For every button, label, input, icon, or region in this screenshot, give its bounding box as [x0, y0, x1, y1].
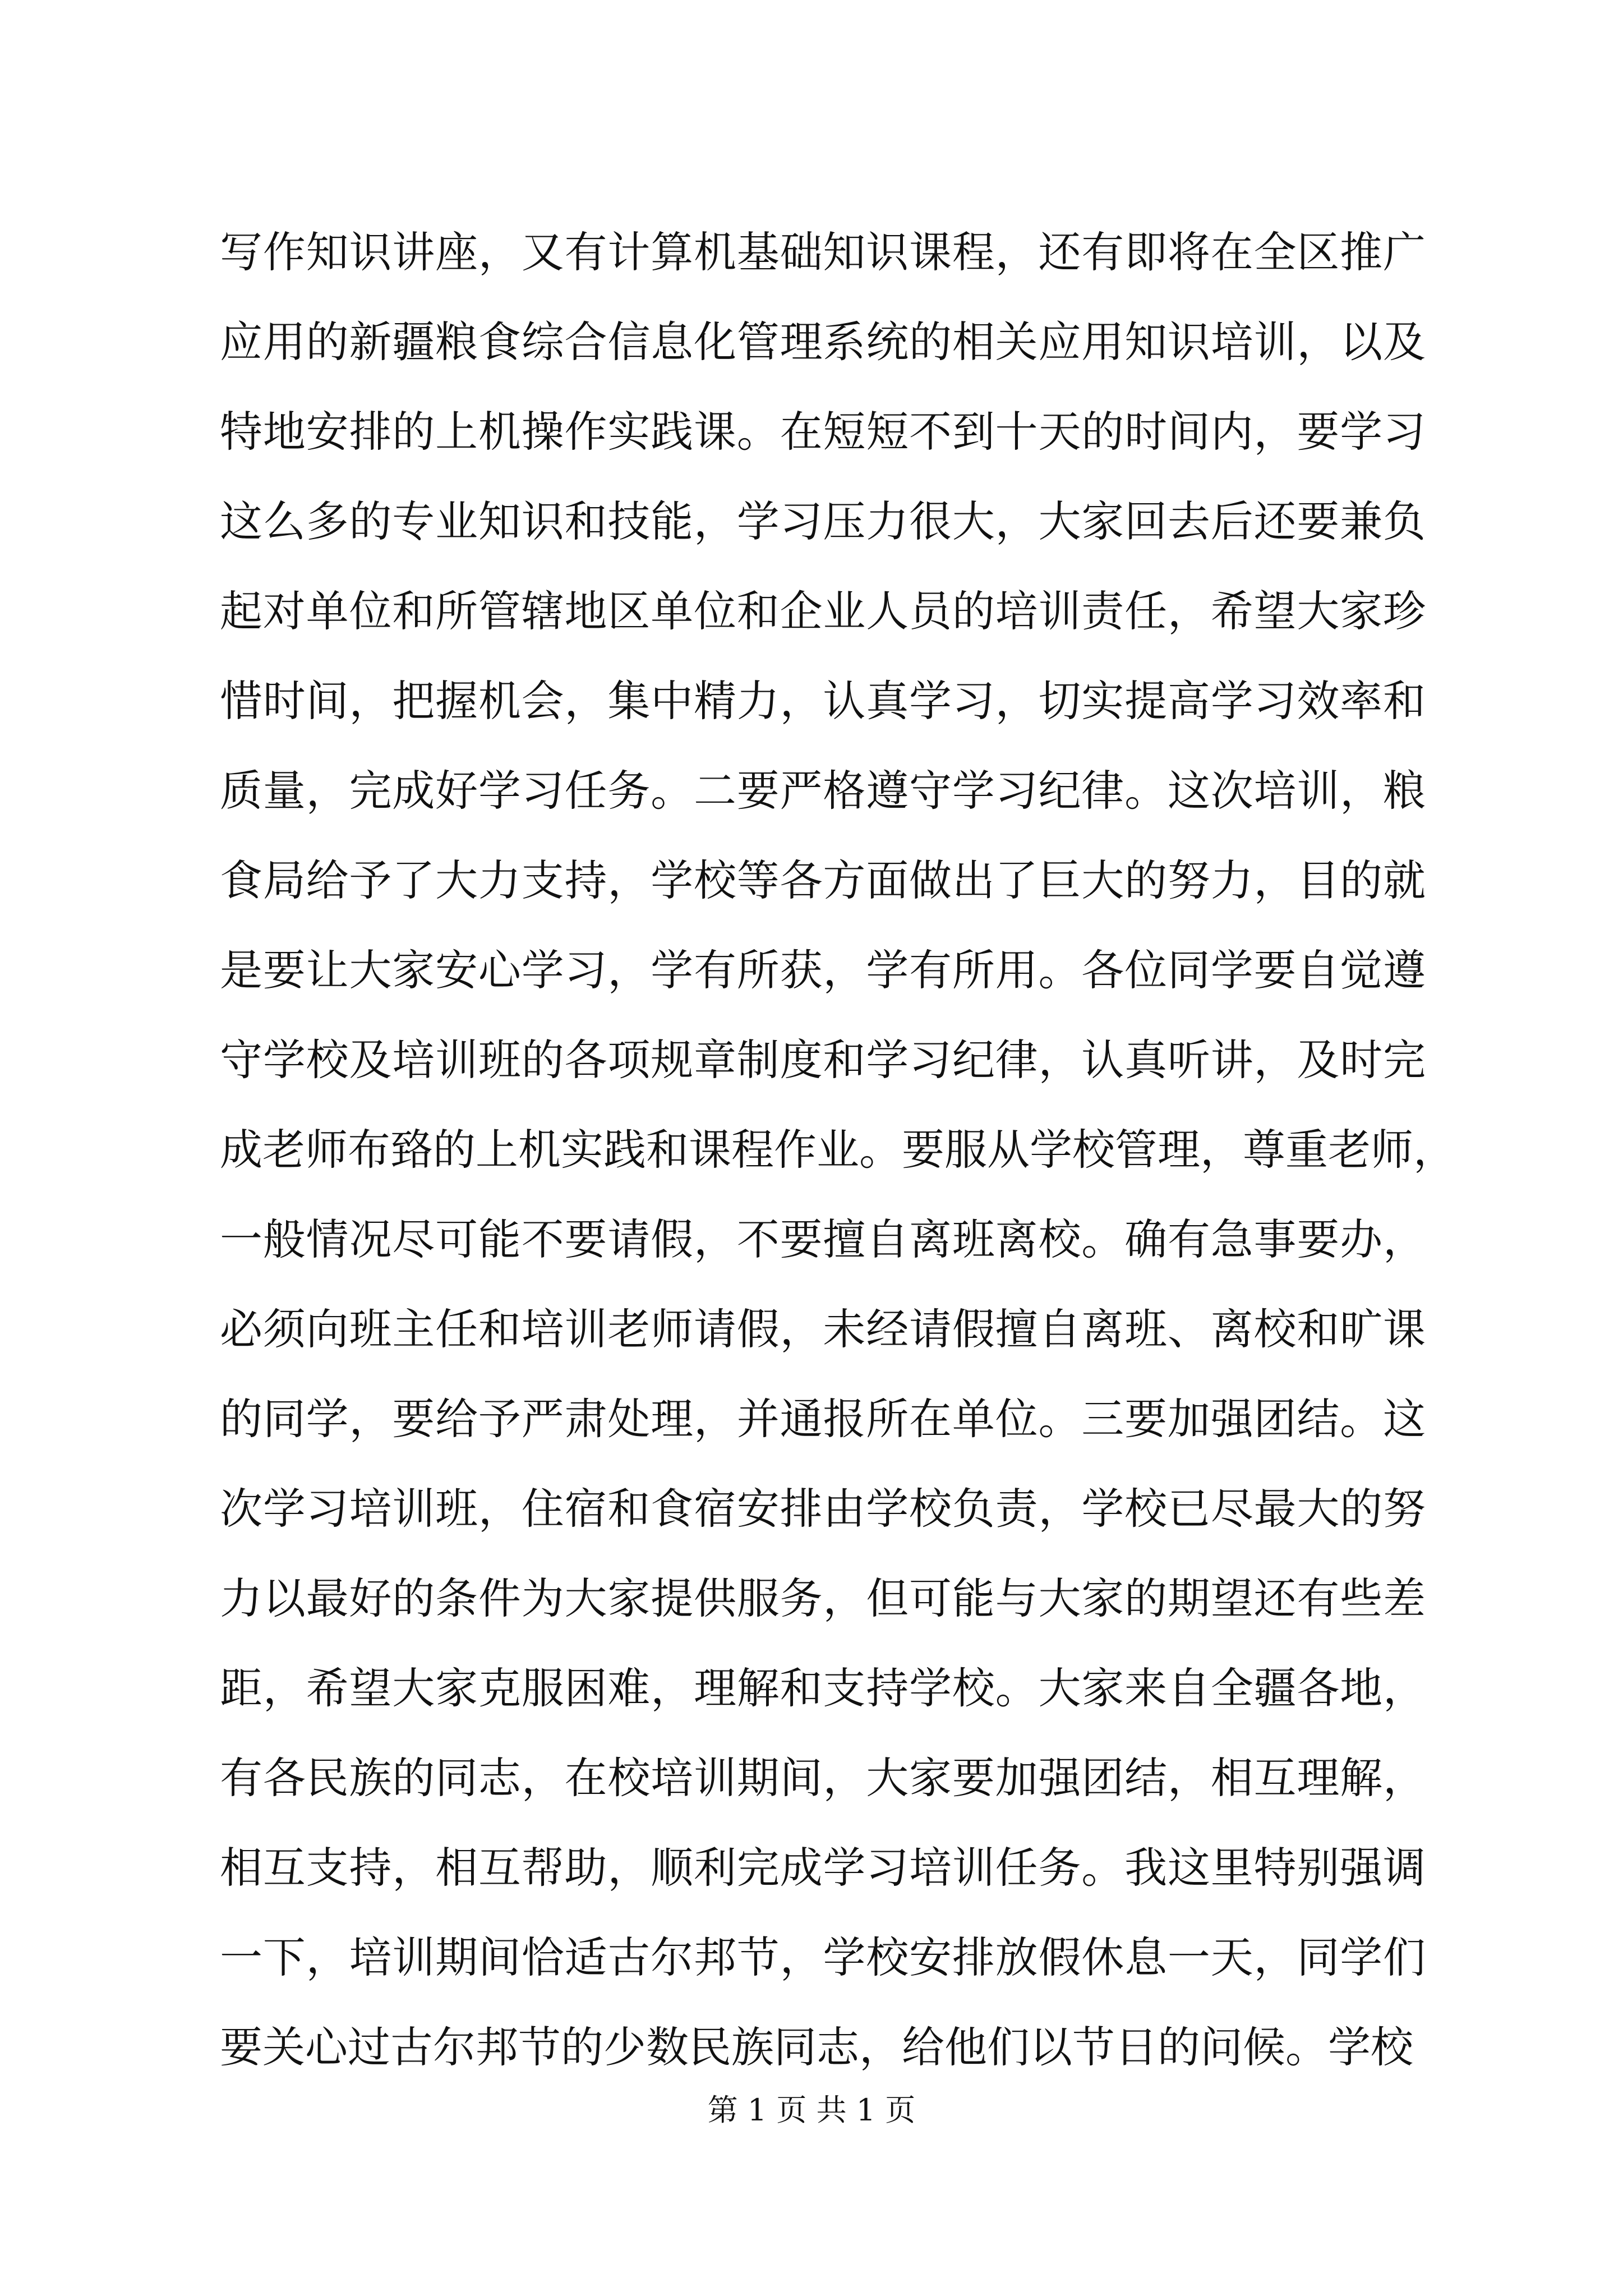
- text-line-13: 必须向班主任和培训老师请假，未经请假擅自离班、离校和旷课: [220, 1304, 1426, 1354]
- text-line-4: 这么多的专业知识和技能，学习压力很大，大家回去后还要兼负: [220, 496, 1426, 546]
- text-line-6: 惜时间，把握机会，集中精力，认真学习，切实提高学习效率和: [220, 676, 1426, 726]
- text-line-15: 次学习培训班，住宿和食宿安排由学校负责，学校已尽最大的努: [220, 1484, 1426, 1534]
- text-line-21: 要关心过古尔邦节的少数民族同志，给他们以节日的问候。学校: [220, 2022, 1413, 2072]
- text-line-14: 的同学，要给予严肃处理，并通报所在单位。三要加强团结。这: [220, 1394, 1426, 1444]
- text-line-12: 一般情况尽可能不要请假，不要擅自离班离校。确有急事要办，: [220, 1214, 1426, 1264]
- text-line-2: 应用的新疆粮食综合信息化管理系统的相关应用知识培训，以及: [220, 317, 1426, 367]
- page-footer: 第 1 页 共 1 页: [707, 2092, 916, 2128]
- text-line-3: 特地安排的上机操作实践课。在短短不到十天的时间内，要学习: [220, 407, 1426, 457]
- text-line-11: 成老师布臵的上机实践和课程作业。要服从学校管理，尊重老师，: [220, 1125, 1456, 1175]
- text-line-5: 起对单位和所管辖地区单位和企业人员的培训责任，希望大家珍: [220, 586, 1426, 636]
- text-line-20: 一下，培训期间恰适古尔邦节，学校安排放假休息一天，同学们: [220, 1932, 1426, 1982]
- text-line-17: 距，希望大家克服困难，理解和支持学校。大家来自全疆各地，: [220, 1663, 1426, 1713]
- text-line-9: 是要让大家安心学习，学有所获，学有所用。各位同学要自觉遵: [220, 945, 1426, 995]
- text-line-1: 写作知识讲座，又有计算机基础知识课程，还有即将在全区推广: [220, 227, 1426, 277]
- body-text: [220, 208, 1456, 2092]
- text-line-18: 有各民族的同志，在校培训期间，大家要加强团结，相互理解，: [220, 1753, 1426, 1803]
- text-line-16: 力以最好的条件为大家提供服务，但可能与大家的期望还有些差: [220, 1573, 1426, 1623]
- text-line-8: 食局给予了大力支持，学校等各方面做出了巨大的努力，目的就: [220, 855, 1426, 905]
- text-line-7: 质量，完成好学习任务。二要严格遵守学习纪律。这次培训，粮: [220, 766, 1426, 816]
- text-line-19: 相互支持，相互帮助，顺利完成学习培训任务。我这里特别强调: [220, 1843, 1426, 1893]
- text-line-10: 守学校及培训班的各项规章制度和学习纪律，认真听讲，及时完: [220, 1035, 1426, 1085]
